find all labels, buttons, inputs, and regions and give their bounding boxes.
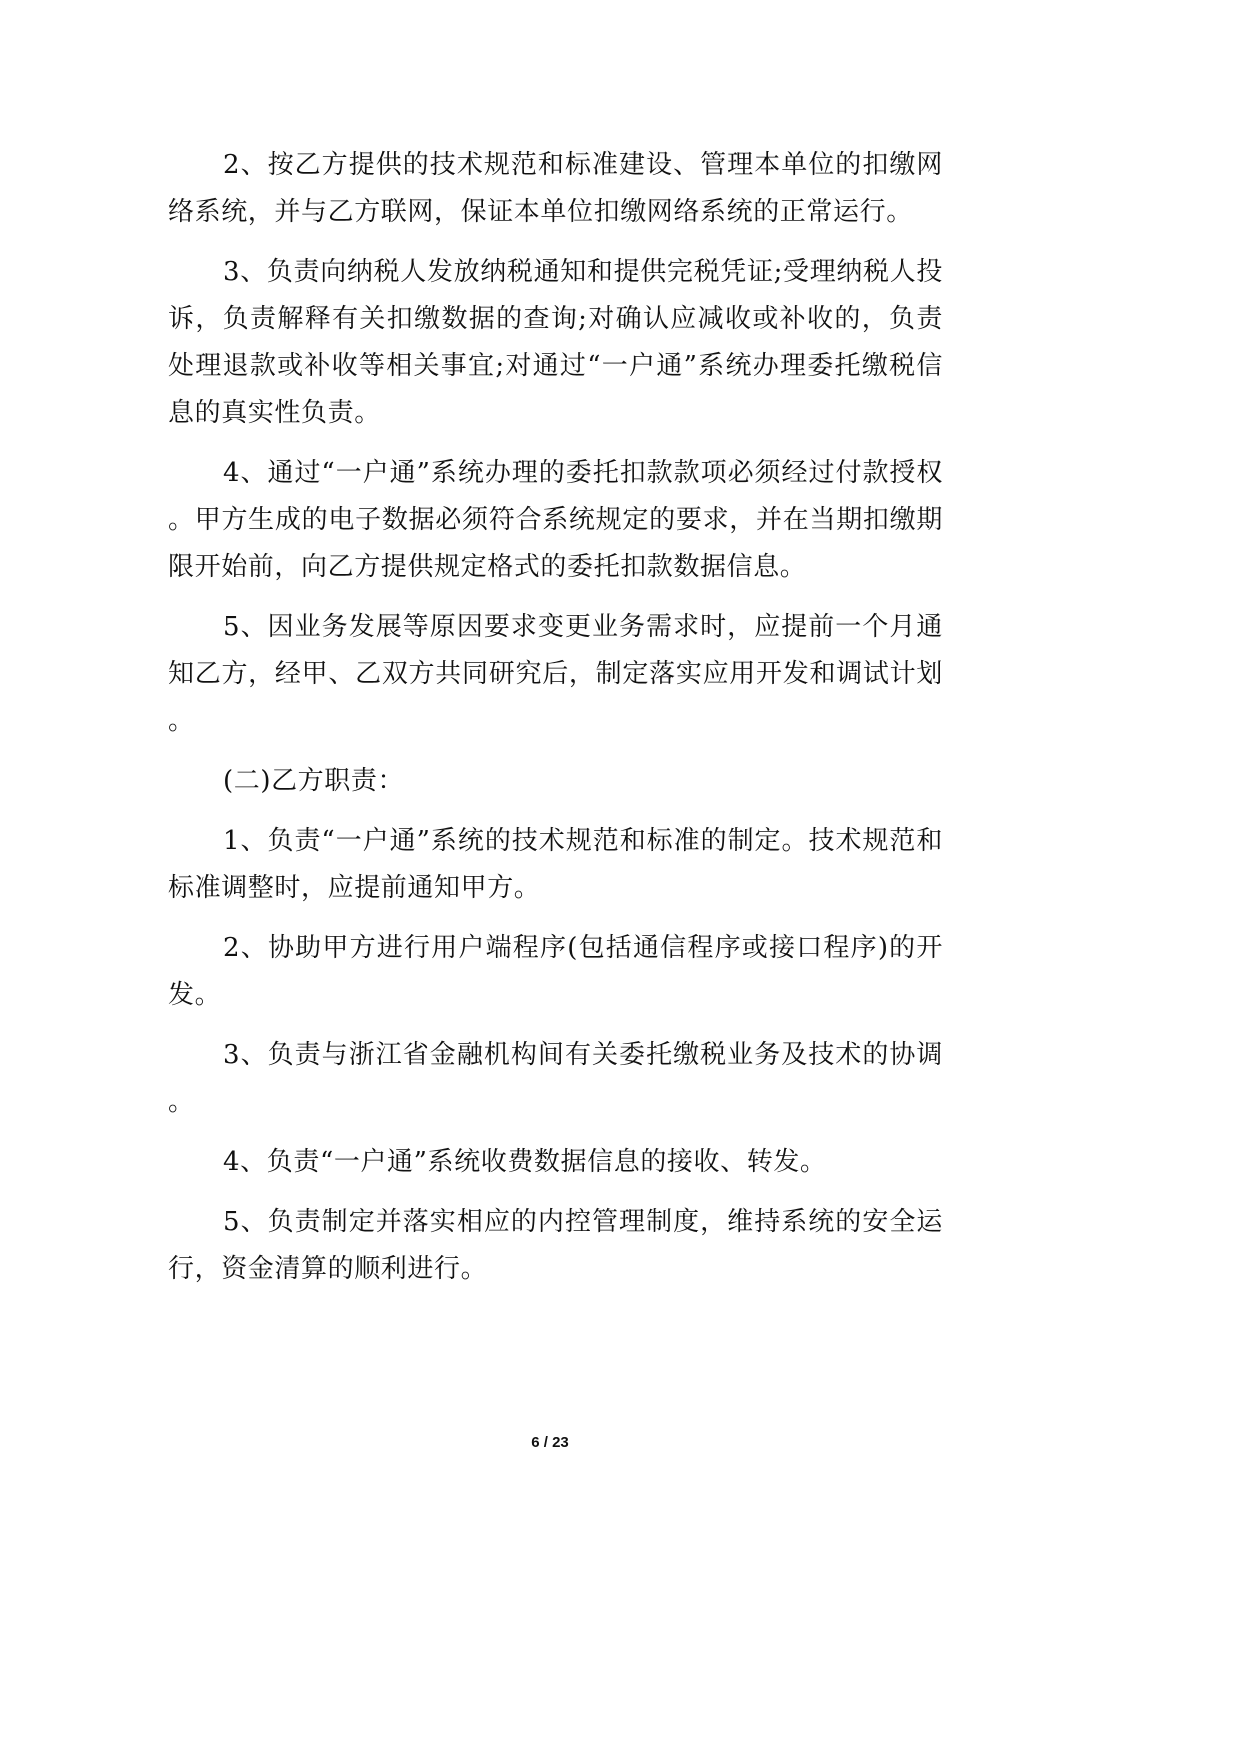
party-b-paragraph-5: 5、负责制定并落实相应的内控管理制度，维持系统的安全运行，资金清算的顺利进行。 bbox=[168, 1207, 943, 1284]
page-number: 6 / 23 bbox=[531, 1434, 569, 1451]
party-b-paragraph-2: 2、协助甲方进行用户端程序(包括通信程序或接口程序)的开发。 bbox=[168, 933, 943, 1010]
paragraph-5-duty: 5、因业务发展等原因要求变更业务需求时，应提前一个月通知乙方，经甲、乙双方共同研究后，制定落实应用开发和调试计划。 bbox=[168, 612, 943, 736]
document-body bbox=[168, 142, 943, 1293]
party-b-paragraph-3: 3、负责与浙江省金融机构间有关委托缴税业务及技术的协调。 bbox=[168, 1040, 943, 1117]
section-heading-party-b-duties: (二)乙方职责： bbox=[223, 766, 405, 796]
party-b-paragraph-4: 4、负责“一户通”系统收费数据信息的接收、转发。 bbox=[223, 1147, 827, 1177]
paragraph-3-duty: 3、负责向纳税人发放纳税通知和提供完税凭证;受理纳税人投诉，负责解释有关扣缴数据的查询;对确认应减收或补收的，负责处理退款或补收等相关事宜;对通过“一户通”系统办理委托缴税信息的真实性负责。 bbox=[168, 257, 943, 428]
paragraph-4-duty: 4、通过“一户通”系统办理的委托扣款款项必须经过付款授权。甲方生成的电子数据必须符合系统规定的要求，并在当期扣缴期限开始前，向乙方提供规定格式的委托扣款数据信息。 bbox=[168, 458, 943, 582]
party-b-paragraph-1: 1、负责“一户通”系统的技术规范和标准的制定。技术规范和标准调整时，应提前通知甲方。 bbox=[168, 826, 943, 903]
paragraph-2-duty: 2、按乙方提供的技术规范和标准建设、管理本单位的扣缴网络系统，并与乙方联网，保证本单位扣缴网络系统的正常运行。 bbox=[168, 150, 943, 227]
